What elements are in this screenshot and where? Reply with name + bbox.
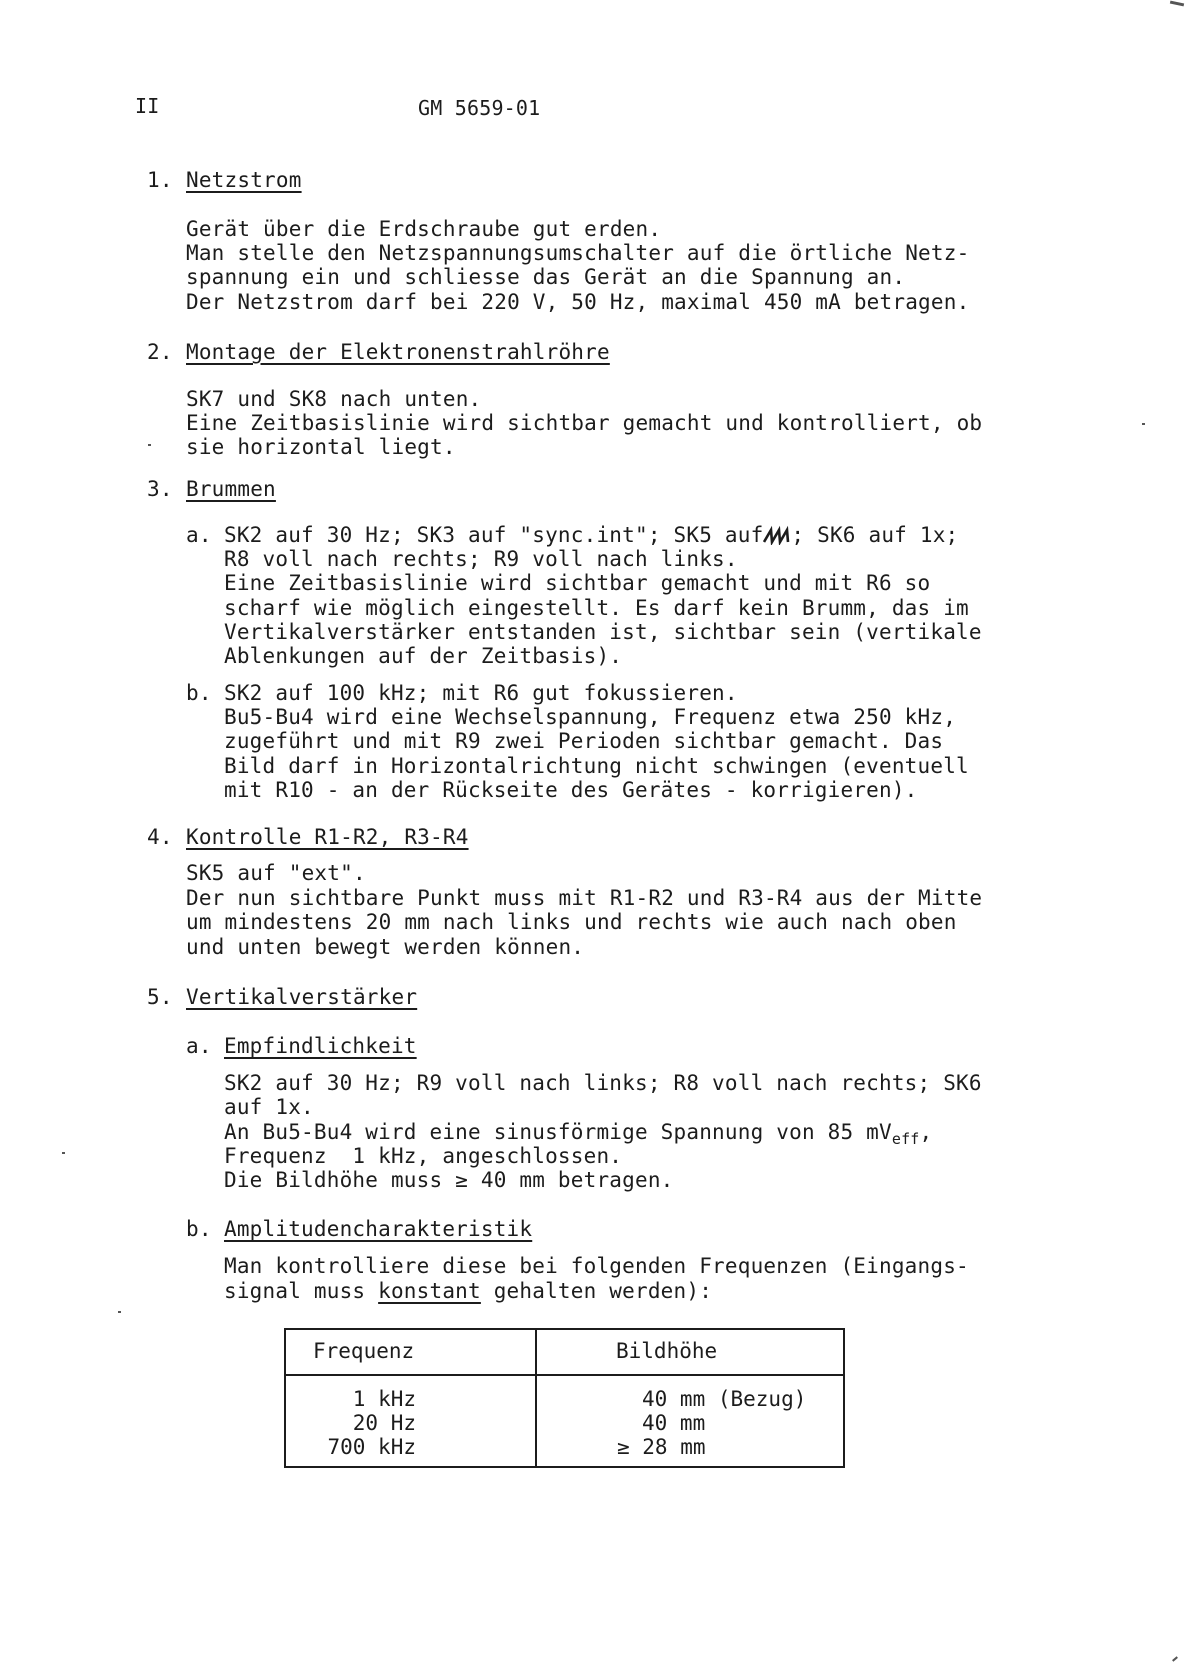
section-3a-line: Vertikalverstärker entstanden ist, sichtbar sein (vertikale bbox=[224, 620, 982, 644]
section-5a-line: SK2 auf 30 Hz; R9 voll nach links; R8 voll nach rechts; SK6 bbox=[224, 1071, 982, 1095]
section-5-number: 5. bbox=[147, 985, 173, 1009]
table-cell-height: 40 mm bbox=[642, 1411, 706, 1435]
section-3b-line: mit R10 - an der Rückseite des Gerätes - korrigieren). bbox=[224, 778, 918, 802]
section-3a-first-line-end: ; SK6 auf 1x; bbox=[791, 523, 959, 547]
section-5b-line: Man kontrolliere diese bei folgenden Frequenzen (Eingangs- bbox=[224, 1254, 969, 1278]
section-2-line: SK7 und SK8 nach unten. bbox=[186, 387, 482, 411]
section-4-line: Der nun sichtbare Punkt muss mit R1-R2 und R3-R4 aus der Mitte bbox=[186, 886, 983, 910]
section-3b-line: Bu5-Bu4 wird eine Wechselspannung, Frequenz etwa 250 kHz, bbox=[224, 705, 957, 729]
section-2-line: sie horizontal liegt. bbox=[186, 435, 456, 459]
section-3-title: Brummen bbox=[186, 477, 276, 501]
section-3a-first-line-start: SK2 auf 30 Hz; SK3 auf "sync.int"; SK5 auf bbox=[224, 523, 764, 547]
section-1-line: Gerät über die Erdschraube gut erden. bbox=[186, 217, 662, 241]
section-1-line: Man stelle den Netzspannungsumschalter auf die örtliche Netz- bbox=[186, 241, 970, 265]
table-cell-frequency: 1 kHz bbox=[352, 1387, 416, 1411]
scan-speck bbox=[62, 1152, 65, 1154]
scan-mark bbox=[1170, 1, 1184, 7]
section-1-line: spannung ein und schliesse das Gerät an die Spannung an. bbox=[186, 265, 906, 289]
table-cell-frequency: 700 kHz bbox=[327, 1435, 416, 1459]
page-number: II bbox=[135, 94, 160, 118]
section-5a-voltage-subscript: eff bbox=[891, 1130, 920, 1148]
section-3a-line: scharf wie möglich eingestellt. Es darf kein Brumm, das im bbox=[224, 596, 969, 620]
section-5a-marker: a. bbox=[186, 1034, 212, 1058]
section-2-number: 2. bbox=[147, 340, 173, 364]
section-3-number: 3. bbox=[147, 477, 173, 501]
section-5a-voltage-line bbox=[224, 1120, 933, 1148]
section-5a-voltage-comma: , bbox=[919, 1120, 933, 1144]
section-5a-line: Frequenz 1 kHz, angeschlossen. bbox=[224, 1144, 623, 1168]
section-2-line: Eine Zeitbasislinie wird sichtbar gemacht und kontrolliert, ob bbox=[186, 411, 983, 435]
section-5b-marker: b. bbox=[186, 1217, 212, 1241]
section-3a-line: Ablenkungen auf der Zeitbasis). bbox=[224, 644, 623, 668]
section-4-line: um mindestens 20 mm nach links und rechts wie auch nach oben bbox=[186, 910, 957, 934]
section-3a-line: Eine Zeitbasislinie wird sichtbar gemacht und mit R6 so bbox=[224, 571, 931, 595]
table-cell-height: 40 mm (Bezug) bbox=[642, 1387, 807, 1411]
section-5-title: Vertikalverstärker bbox=[186, 985, 418, 1009]
section-1-number: 1. bbox=[147, 168, 173, 192]
section-3b-line: zugeführt und mit R9 zwei Perioden sichtbar gemacht. Das bbox=[224, 729, 944, 753]
section-1-line: Der Netzstrom darf bei 220 V, 50 Hz, maximal 450 mA betragen. bbox=[186, 290, 970, 314]
section-3a-marker: a. bbox=[186, 523, 212, 547]
section-3b-line: Bild darf in Horizontalrichtung nicht schwingen (eventuell bbox=[224, 754, 969, 778]
table-header-bildhoehe: Bildhöhe bbox=[616, 1339, 718, 1363]
scan-speck bbox=[1142, 423, 1145, 425]
section-5a-line: auf 1x. bbox=[224, 1095, 314, 1119]
section-4-number: 4. bbox=[147, 825, 173, 849]
section-4-line: und unten bewegt werden können. bbox=[186, 935, 585, 959]
scan-speck bbox=[148, 444, 151, 446]
document-id: GM 5659-01 bbox=[418, 96, 541, 120]
section-5b-line-2-start: signal muss bbox=[224, 1279, 379, 1303]
section-5a-voltage-text: An Bu5-Bu4 wird eine sinusförmige Spannung von 85 mV bbox=[224, 1120, 892, 1144]
table-cell-frequency: 20 Hz bbox=[352, 1411, 416, 1435]
table-header-frequenz: Frequenz bbox=[313, 1339, 415, 1363]
emphasis-konstant: konstant bbox=[378, 1279, 481, 1303]
section-2-title: Montage der Elektronenstrahlröhre bbox=[186, 340, 610, 364]
sawtooth-signal-icon bbox=[763, 525, 791, 545]
section-3a-line: R8 voll nach rechts; R9 voll nach links. bbox=[224, 547, 738, 571]
section-1-title: Netzstrom bbox=[186, 168, 302, 192]
section-5b-title: Amplitudencharakteristik bbox=[224, 1217, 533, 1241]
section-4-title: Kontrolle R1-R2, R3-R4 bbox=[186, 825, 469, 849]
section-5a-title: Empfindlichkeit bbox=[224, 1034, 417, 1058]
frequency-table bbox=[284, 1328, 845, 1468]
table-header-divider bbox=[286, 1374, 843, 1376]
section-3b-line: SK2 auf 100 kHz; mit R6 gut fokussieren. bbox=[224, 681, 738, 705]
table-column-divider bbox=[535, 1330, 537, 1466]
section-3b-marker: b. bbox=[186, 681, 212, 705]
table-cell-height: ≥ 28 mm bbox=[617, 1435, 706, 1459]
section-4-line: SK5 auf "ext". bbox=[186, 861, 366, 885]
section-5a-line: Die Bildhöhe muss ≥ 40 mm betragen. bbox=[224, 1168, 674, 1192]
section-5b-line-2-end: gehalten werden): bbox=[480, 1279, 713, 1303]
section-3a-first-line bbox=[224, 523, 958, 547]
scan-speck bbox=[118, 1311, 121, 1313]
section-5b-line-2 bbox=[224, 1279, 712, 1303]
scan-speck bbox=[1172, 1656, 1178, 1661]
